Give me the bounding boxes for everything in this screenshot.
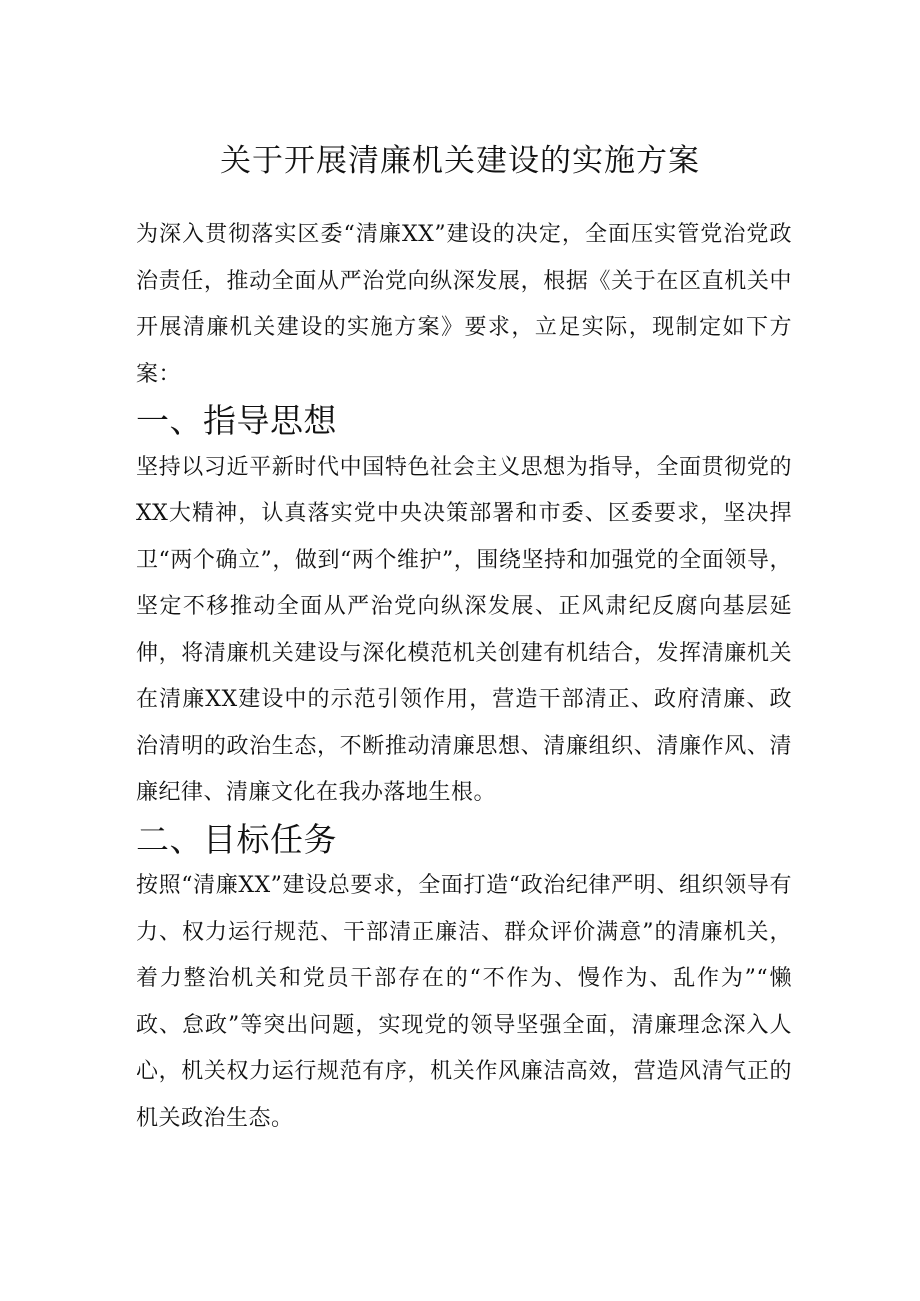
section-heading-guiding-ideology: 一、指导思想	[136, 401, 337, 440]
objectives-paragraph: 按照“清廉XX”建设总要求，全面打造“政治纪律严明、组织领导有力、权力运行规范、干部清正廉洁、群众评价满意”的清廉机关，着力整治机关和党员干部存在的“不作为、慢作为、乱作为”“懒政、怠政”等突出问题，实现党的领导坚强全面，清廉理念深入人心，机关权力运行规范有序，机关作风廉洁高效，营造风清气正的机关政治生态。	[136, 873, 792, 1131]
guiding-ideology-paragraph: 坚持以习近平新时代中国特色社会主义思想为指导，全面贯彻党的XX大精神，认真落实党中央决策部署和市委、区委要求，坚决捍卫“两个确立”，做到“两个维护”，围绕坚持和加强党的全面领导，坚定不移推动全面从严治党向纵深发展、正风肃纪反腐向基层延伸，将清廉机关建设与深化模范机关创建有机结合，发挥清廉机关在清廉XX建设中的示范引领作用，营造干部清正、政府清廉、政治清明的政治生态，不断推动清廉思想、清廉组织、清廉作风、清廉纪律、清廉文化在我办落地生根。	[136, 454, 792, 805]
document-title: 关于开展清廉机关建设的实施方案	[220, 143, 700, 179]
intro-paragraph: 为深入贯彻落实区委“清廉XX”建设的决定，全面压实管党治党政治责任，推动全面从严治党向纵深发展，根据《关于在区直机关中开展清廉机关建设的实施方案》要求，立足实际，现制定如下方案：	[136, 222, 792, 387]
section-heading-objectives: 二、目标任务	[136, 819, 337, 859]
document-body	[136, 212, 792, 1142]
